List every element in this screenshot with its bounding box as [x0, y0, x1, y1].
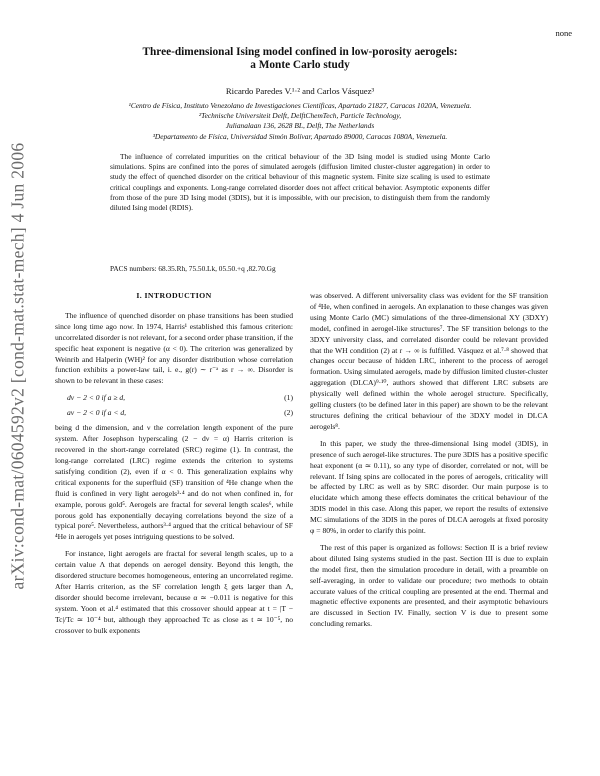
right-paragraph-3: The rest of this paper is organized as follows: Section II is a brief review about diluted Ising systems studied in the past. Section III is due to explain the model first, then the simulation procedure in detail, with a preamble on self-averaging, in order to validate our procedure; two methods to obtain accurate values of the critical coupling are presented at the end. Thermal and magnetic effective exponents are presented, and their asymptotic behaviours are discussed in Section IV. Finally, section V is due to present some concluding remarks. — [310, 542, 548, 629]
pacs-numbers: PACS numbers: 68.35.Rh, 75.50.Lk, 05.50.+q ,82.70.Gg — [110, 264, 276, 273]
affiliation-3: ³Departamento de Física, Universidad Simón Bolívar, Apartado 89000, Caracas 1080A, Venezuela. — [152, 131, 448, 141]
right-paragraph-2: In this paper, we study the three-dimensional Ising model (3DIS), in presence of such aerogel-like structures. The pure 3DIS has a positive specific heat exponent (α ≃ 0.11), so any type of disorder, correlated or not, will be relevant. If Ising spins are collocated in the pores of aerogels, criticality will be affected by LRC as well as by SRC disorder. Our main purpose is to elucidate which among these effects dominates the critical behaviour of the 3DIS model in this case. Along this paper, we report the results of extensive MC simulations of the 3DIS in the pores of DLCA aerogels at fixed porosity φ = 80%, in order to clarify this point. — [310, 438, 548, 536]
paper-title — [110, 46, 490, 72]
authors: Ricardo Paredes V.¹·² and Carlos Vásquez³ — [225, 86, 375, 96]
affiliation-2: ²Technische Universiteit Delft, DelftChemTech, Particle Technology, — [198, 111, 402, 121]
abstract — [110, 152, 490, 213]
right-paragraph-1: was observed. A different universality class was evident for the SF transition of ⁴He, when confined in aerogels. An explanation to these changes was given using Monte Carlo (MC) simulations of the three-dimensional XY (3DXY) model, confined in aerogel-like structures⁷. The SF transition belongs to the 3DXY university class, and correlated disorder could be relevant provided that the WH condition (2) at r → ∞ is fulfilled. Vásquez et al.⁷·⁸ showed that changes occur because of hidden LRC, inherent to the process of aerogel formation. Using simulated aerogels, made by diffusion limited cluster-cluster aggregation (DLCA)⁹·¹⁰, authors showed that different LRC subsets are physically well defined within the whole aerogel structure. Specifically, gelling clusters (to be defined later in this paper) are shown to be the relevant structures defining the critical behaviour of the 3DXY model in DLCA aerogels⁸. — [310, 291, 548, 431]
title-line-1: Three-dimensional Ising model confined in low-porosity aerogels: — [142, 46, 458, 58]
affiliation-2-address: Julianalaan 136, 2628 BL, Delft, The Netherlands — [225, 121, 375, 131]
equation-1-body: dν − 2 < 0 if a ≥ d, — [67, 393, 126, 403]
right-column — [310, 291, 548, 636]
affiliation-1: ¹Centro de Física, Instituto Venezolano de Investigaciones Científicas, Apartado 21827, Caracas 1020A, Venezuela. — [128, 101, 472, 110]
abstract-text: The influence of correlated impurities on the critical behaviour of the 3D Ising model is studied using Monte Carlo simulations. Spins are confined into the pores of simulated aerogels (diffusion limited cluster-cluster aggregation) in order to study the effect of quenched disorder on the critical behaviour of this magnetic system. Finite size scaling is used to estimate critical couplings and exponents. Long-range correlated disorder does not affect critical behavior. Asymptotic exponents differ from those of the pure 3D Ising model (3DIS), but it is impossible, with our precision, to distinguish them from the randomly diluted Ising model (RDIS). — [110, 152, 490, 213]
equation-2 — [55, 408, 293, 419]
title-line-2: a Monte Carlo study — [250, 59, 350, 71]
left-paragraph-3: For instance, light aerogels are fractal for several length scales, up to a certain value Λ that depends on aerogel density. Beyond this length, the disordered structure becomes homogeneous, entering an uncorrelated regime. After Harris criterion, as the SF correlation length ξ gets larger than Λ, disorder should become irrelevant, because α ≃ −0.011 is negative for this system. Yoon et al.⁴ estimated that this crossover should appear at t = |T − Tc|/Tc ≃ 10⁻⁴ but, although they approached Tc as close as t ≃ 10⁻⁵, no crossover to bulk exponents — [55, 549, 293, 635]
left-paragraph-2: being d the dimension, and ν the correlation length exponent of the pure system. After Josephson hyperscaling (2 − dν = α) Harris criterion is recovered in the short-range correlated (SRC) regime (1). In contrast, the long-range correlated (LRC) regime extends the criterion to systems satisfying condition (2), even if α < 0. This generalization explains why critical exponents for the superfluid (SF) transition of ⁴He change when the fluid is confined in very light aerogels³·⁴ and do not when confined in, for example, porous gold⁵. Aerogels are fractal for several length scales⁶, while porous gold has exponentially decaying correlations beyond the size of a typical pore⁵. Nevertheless, authors³·⁴ argued that the critical behaviour of SF ⁴He in aerogels yet poses intriguing questions to be solved. — [55, 423, 293, 542]
arxiv-stamp — [8, 86, 28, 646]
equation-1-number: (1) — [284, 393, 293, 403]
affiliations — [50, 101, 550, 142]
left-paragraph-1: The influence of quenched disorder on phase transitions has been studied since long time ago now. In 1974, Harris¹ established this famous criterion: uncorrelated disorder is not relevant, for a second order phase transition, if the specific heat exponent is negative (α < 0). The criterion was generalized by Weinrib and Halperin (WH)² for any disorder distribution whose correlation function exhibits a power-law tail, i. e., g(r) ∼ r⁻ᵃ as r → ∞. Disorder is shown to be relevant in these cases: — [55, 310, 293, 386]
equation-2-number: (2) — [284, 408, 293, 418]
left-column — [55, 291, 293, 642]
arxiv-id: arXiv:cond-mat/0604592v2 [cond-mat.stat-mech] 4 Jun 2006 — [7, 142, 28, 590]
header-tag: none — [555, 28, 572, 38]
section-heading: I. INTRODUCTION — [136, 291, 212, 300]
equation-2-body: aν − 2 < 0 if a < d, — [67, 408, 127, 418]
equation-1 — [55, 393, 293, 404]
